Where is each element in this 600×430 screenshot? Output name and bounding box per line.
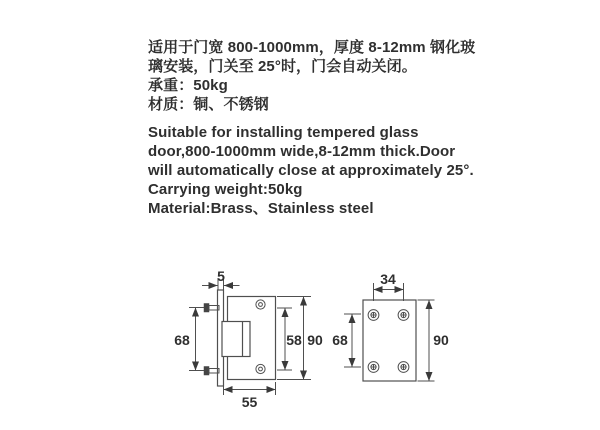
description-line: Suitable for installing tempered glass: [148, 124, 419, 141]
dim-label-hole-spacing-top: 34: [380, 271, 396, 287]
dim-label-screw-spacing: 68: [174, 332, 190, 348]
dim-label-plate-height: 90: [433, 332, 449, 348]
dimension-plate-height: [418, 300, 449, 381]
screw-icon: [204, 304, 219, 313]
dim-label-plate-height: 90: [307, 332, 323, 348]
dimension-plate-width: [224, 382, 276, 410]
dimension-screw-spacing: [174, 308, 204, 371]
dim-label-hole-spacing: 58: [286, 332, 302, 348]
dimension-hole-spacing: [277, 308, 302, 370]
material-line: 材质：铜、不锈钢: [148, 96, 269, 113]
dimension-thickness: [202, 268, 240, 290]
description-line: will automatically close at approximately 25°.: [148, 162, 474, 179]
screw-icon: [204, 367, 219, 376]
material-line: Material:Brass、Stainless steel: [148, 200, 374, 217]
dimension-hole-spacing-horizontal: [374, 271, 404, 301]
front-view-drawing: [332, 271, 449, 381]
dim-label-thickness: 5: [217, 268, 225, 284]
dimension-hole-spacing-vertical: [332, 314, 361, 367]
side-view-drawing: [174, 268, 323, 410]
dim-label-plate-width: 55: [241, 394, 258, 410]
dim-label-hole-spacing-left: 68: [332, 332, 348, 348]
description-line: 璃安装，门关至 25°时，门会自动关闭。: [148, 58, 417, 75]
side-view-knuckle: [222, 322, 250, 357]
description-line: door,800-1000mm wide,8-12mm thick.Door: [148, 143, 456, 160]
load-rating-line: Carrying weight:50kg: [148, 181, 303, 198]
description-line: 适用于门宽 800-1000mm，厚度 8-12mm 钢化玻: [148, 39, 476, 56]
load-rating-line: 承重：50kg: [148, 77, 228, 94]
